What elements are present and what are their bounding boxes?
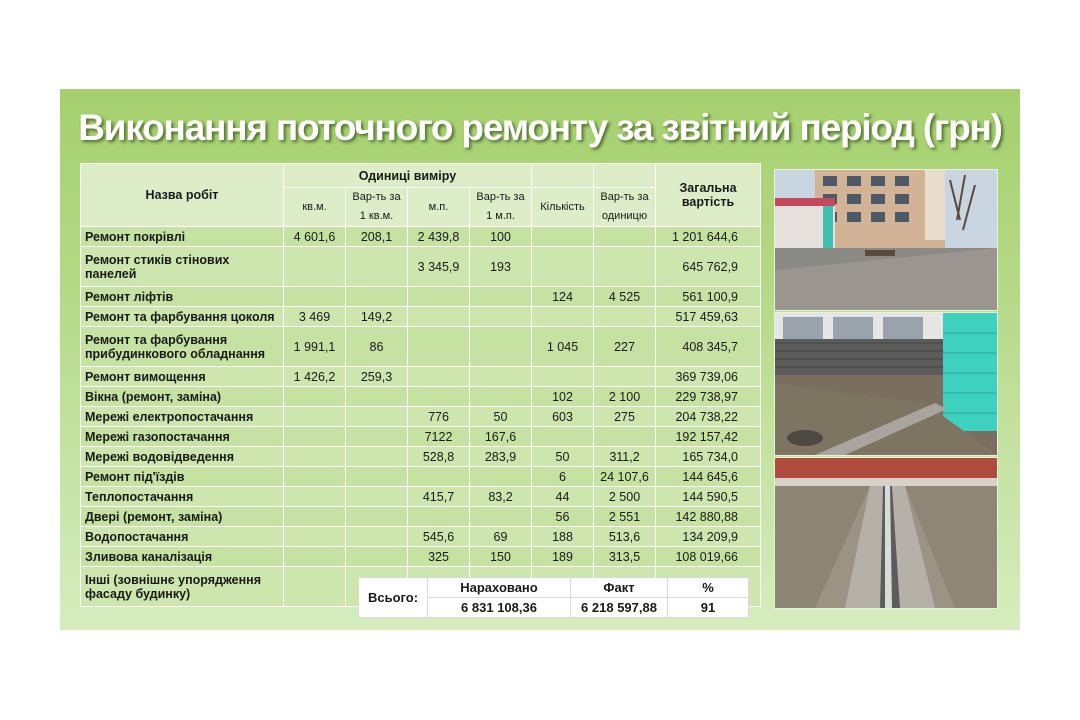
cell-qty: 1 045: [532, 327, 594, 367]
cell-sqm: 1 426,2: [284, 367, 346, 387]
cell-cost-unit: 311,2: [594, 447, 656, 467]
cell-name: Ремонт покрівлі: [81, 227, 284, 247]
cell-sqm: [284, 527, 346, 547]
cell-lm: [408, 467, 470, 487]
cell-cost-sqm: 149,2: [346, 307, 408, 327]
cell-sqm: 3 469: [284, 307, 346, 327]
cell-total: 561 100,9: [656, 287, 761, 307]
cell-cost-sqm: [346, 247, 408, 287]
cell-sqm: [284, 287, 346, 307]
cell-qty: 44: [532, 487, 594, 507]
cell-lm: 545,6: [408, 527, 470, 547]
header-units-group: Одиниці виміру: [284, 164, 532, 188]
cell-cost-sqm: 259,3: [346, 367, 408, 387]
cell-lm: 325: [408, 547, 470, 567]
header-cost-per-unit: Вар-ть за одиницю: [594, 188, 656, 227]
cell-total: 517 459,63: [656, 307, 761, 327]
cell-cost-lm: [470, 287, 532, 307]
table-row: [81, 527, 761, 547]
cell-lm: [408, 387, 470, 407]
table-row: [81, 227, 761, 247]
cell-qty: 6: [532, 467, 594, 487]
cell-name: Водопостачання: [81, 527, 284, 547]
table-row: [81, 327, 761, 367]
table-row: [81, 507, 761, 527]
cell-name: Мережі водовідведення: [81, 447, 284, 467]
table-row: [81, 487, 761, 507]
cell-total: 229 738,97: [656, 387, 761, 407]
cell-qty: 50: [532, 447, 594, 467]
table-row: [81, 247, 761, 287]
cell-qty: 102: [532, 387, 594, 407]
cell-qty: [532, 427, 594, 447]
cell-cost-sqm: [346, 287, 408, 307]
cell-name: Двері (ремонт, заміна): [81, 507, 284, 527]
cell-name: Мережі газопостачання: [81, 427, 284, 447]
cell-cost-unit: 4 525: [594, 287, 656, 307]
building-photo-image: [775, 170, 997, 310]
cell-name: Ремонт та фарбування прибудинкового обладнання: [81, 327, 284, 367]
cell-name: Ремонт стиків стінових панелей: [81, 247, 284, 287]
cell-cost-unit: [594, 307, 656, 327]
cell-lm: 2 439,8: [408, 227, 470, 247]
cell-sqm: [284, 467, 346, 487]
cell-name: Зливова каналізація: [81, 547, 284, 567]
cell-qty: [532, 307, 594, 327]
cell-qty: 188: [532, 527, 594, 547]
header-total: Загальна вартість: [656, 164, 761, 227]
cell-cost-lm: 150: [470, 547, 532, 567]
cell-lm: 415,7: [408, 487, 470, 507]
cell-lm: [408, 307, 470, 327]
cell-name: Теплопостачання: [81, 487, 284, 507]
summary-actual-value: 6 218 597,88: [571, 598, 668, 618]
cell-cost-unit: [594, 367, 656, 387]
table-row: [81, 387, 761, 407]
cell-cost-lm: [470, 367, 532, 387]
header-quantity: Кількість: [532, 188, 594, 227]
table-row: [81, 407, 761, 427]
slide-title: Виконання поточного ремонту за звітний період (грн): [78, 107, 1002, 148]
cell-lm: 3 345,9: [408, 247, 470, 287]
cell-cost-unit: [594, 427, 656, 447]
cell-sqm: 4 601,6: [284, 227, 346, 247]
cell-total: 369 739,06: [656, 367, 761, 387]
cell-cost-lm: 167,6: [470, 427, 532, 447]
cell-lm: [408, 287, 470, 307]
cell-sqm: [284, 487, 346, 507]
cell-sqm: 1 991,1: [284, 327, 346, 367]
cell-sqm: [284, 247, 346, 287]
foundation-photo: [774, 312, 998, 456]
cell-name: Мережі електропостачання: [81, 407, 284, 427]
drainage-photo-image: [775, 458, 997, 608]
header-cost-per-sqm: Вар-ть за 1 кв.м.: [346, 188, 408, 227]
table-row: [81, 427, 761, 447]
cell-sqm: [284, 567, 346, 607]
header-sqm: кв.м.: [284, 188, 346, 227]
cell-cost-unit: 2 551: [594, 507, 656, 527]
cell-cost-unit: 313,5: [594, 547, 656, 567]
header-lm: м.п.: [408, 188, 470, 227]
cell-total: 144 590,5: [656, 487, 761, 507]
header-blank-a: [532, 164, 594, 188]
foundation-photo-image: [775, 313, 997, 455]
cell-cost-sqm: [346, 387, 408, 407]
cell-cost-sqm: [346, 527, 408, 547]
table-row: [81, 447, 761, 467]
cell-cost-unit: 2 500: [594, 487, 656, 507]
building-photo: [774, 169, 998, 311]
cell-qty: [532, 367, 594, 387]
cell-cost-sqm: [346, 487, 408, 507]
cell-total: 645 762,9: [656, 247, 761, 287]
cell-total: 192 157,42: [656, 427, 761, 447]
cell-lm: [408, 367, 470, 387]
cell-qty: 124: [532, 287, 594, 307]
cell-qty: 189: [532, 547, 594, 567]
cell-cost-lm: [470, 307, 532, 327]
cell-cost-lm: 50: [470, 407, 532, 427]
cell-name: Вікна (ремонт, заміна): [81, 387, 284, 407]
cell-cost-unit: 2 100: [594, 387, 656, 407]
cell-lm: 776: [408, 407, 470, 427]
cell-cost-sqm: [346, 467, 408, 487]
table-row: [81, 287, 761, 307]
cell-cost-sqm: 208,1: [346, 227, 408, 247]
summary-percent-label: %: [668, 578, 749, 598]
summary-accrued-value: 6 831 108,36: [428, 598, 571, 618]
cell-cost-sqm: [346, 507, 408, 527]
cell-name: Інші (зовнішнє упорядження фасаду будинку): [81, 567, 284, 607]
cell-cost-unit: [594, 247, 656, 287]
cell-cost-sqm: [346, 547, 408, 567]
summary-label: Всього:: [359, 578, 428, 618]
table-row: [81, 367, 761, 387]
cell-total: 204 738,22: [656, 407, 761, 427]
cell-total: 142 880,88: [656, 507, 761, 527]
cell-qty: 603: [532, 407, 594, 427]
cell-name: Ремонт ліфтів: [81, 287, 284, 307]
cell-cost-sqm: [346, 427, 408, 447]
table-row: [81, 467, 761, 487]
cell-cost-lm: 283,9: [470, 447, 532, 467]
repair-works-table: [80, 163, 761, 607]
table-row: [81, 307, 761, 327]
cell-sqm: [284, 387, 346, 407]
cell-cost-lm: 83,2: [470, 487, 532, 507]
cell-cost-unit: 227: [594, 327, 656, 367]
drainage-photo: [774, 457, 998, 609]
cell-lm: 528,8: [408, 447, 470, 467]
cell-cost-lm: 69: [470, 527, 532, 547]
cell-cost-sqm: [346, 447, 408, 467]
summary-percent-value: 91: [668, 598, 749, 618]
header-blank-b: [594, 164, 656, 188]
cell-total: 408 345,7: [656, 327, 761, 367]
cell-qty: [532, 247, 594, 287]
cell-total: 134 209,9: [656, 527, 761, 547]
cell-name: Ремонт вимощення: [81, 367, 284, 387]
cell-cost-lm: [470, 507, 532, 527]
cell-lm: 7122: [408, 427, 470, 447]
cell-qty: [532, 227, 594, 247]
cell-sqm: [284, 427, 346, 447]
cell-cost-lm: [470, 467, 532, 487]
cell-cost-sqm: 86: [346, 327, 408, 367]
cell-cost-sqm: [346, 407, 408, 427]
cell-name: Ремонт та фарбування цоколя: [81, 307, 284, 327]
cell-sqm: [284, 507, 346, 527]
summary-actual-label: Факт: [571, 578, 668, 598]
cell-total: 1 201 644,6: [656, 227, 761, 247]
summary-accrued-label: Нараховано: [428, 578, 571, 598]
summary-table: [358, 577, 749, 618]
cell-cost-unit: 275: [594, 407, 656, 427]
cell-total: 108 019,66: [656, 547, 761, 567]
cell-lm: [408, 507, 470, 527]
cell-cost-lm: [470, 387, 532, 407]
cell-sqm: [284, 547, 346, 567]
cell-total: 144 645,6: [656, 467, 761, 487]
cell-cost-unit: 24 107,6: [594, 467, 656, 487]
cell-sqm: [284, 407, 346, 427]
cell-name: Ремонт під'їздів: [81, 467, 284, 487]
cell-cost-lm: 100: [470, 227, 532, 247]
cell-lm: [408, 327, 470, 367]
header-name: Назва робіт: [81, 164, 284, 227]
header-cost-per-lm: Вар-ть за 1 м.п.: [470, 188, 532, 227]
cell-cost-lm: [470, 327, 532, 367]
cell-cost-unit: 513,6: [594, 527, 656, 547]
cell-cost-lm: 193: [470, 247, 532, 287]
cell-cost-unit: [594, 227, 656, 247]
table-row: [81, 547, 761, 567]
cell-total: 165 734,0: [656, 447, 761, 467]
cell-qty: 56: [532, 507, 594, 527]
cell-sqm: [284, 447, 346, 467]
slide: [60, 89, 1020, 630]
